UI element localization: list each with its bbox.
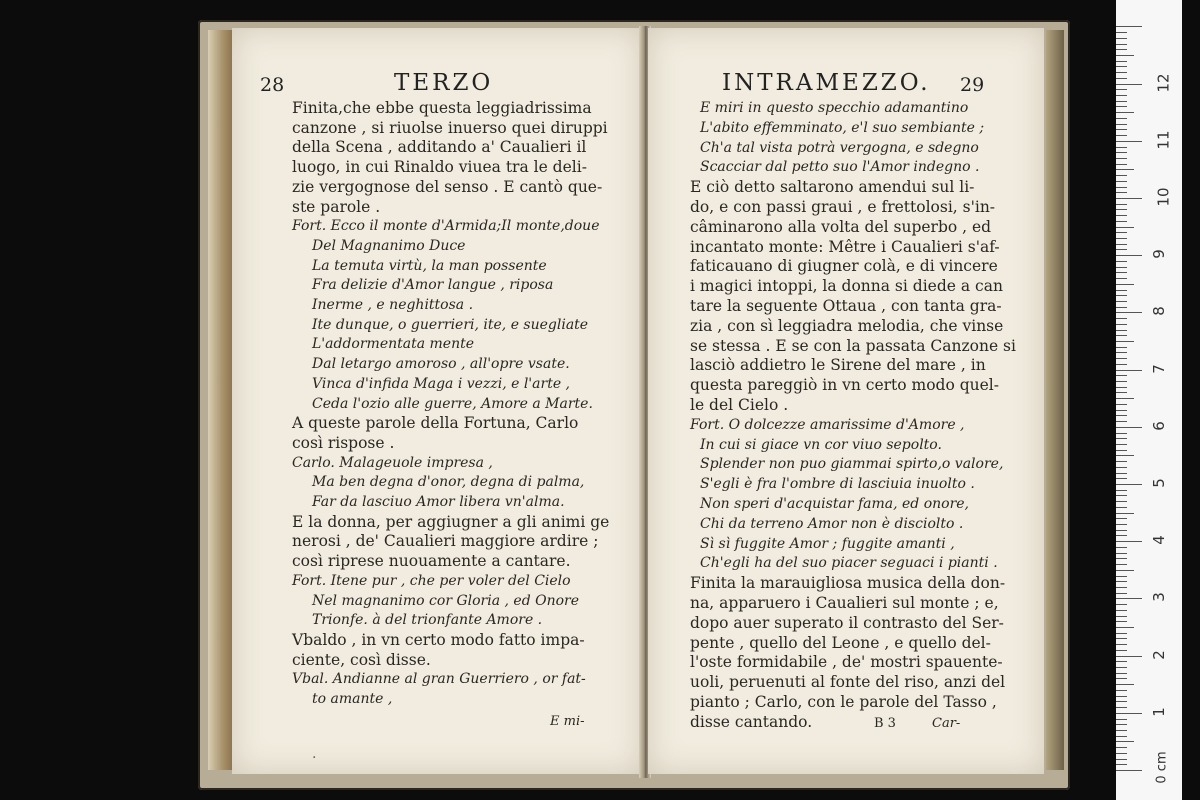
ruler-tick bbox=[1116, 307, 1127, 308]
ruler-tick bbox=[1116, 759, 1127, 760]
ruler-tick bbox=[1116, 433, 1127, 434]
text-line: Chi da terreno Amor non è disciolto . bbox=[700, 515, 964, 532]
ruler-tick bbox=[1116, 301, 1127, 302]
text-line: E miri in questo specchio adamantino bbox=[700, 100, 969, 116]
ruler-tick bbox=[1116, 404, 1127, 405]
text-line: Scacciar dal petto suo l'Amor indegno . bbox=[700, 159, 980, 176]
text-line: della Scena , additando a' Caualieri il bbox=[292, 138, 587, 157]
ruler-tick bbox=[1116, 232, 1127, 233]
ruler-tick bbox=[1116, 644, 1127, 645]
ruler-tick bbox=[1116, 741, 1134, 742]
text-line: Ch'a tal vista potrà vergogna, e sdegno bbox=[700, 139, 979, 156]
text-line: luogo, in cui Rinaldo viuea tra le deli- bbox=[292, 158, 587, 177]
text-line: nerosi , de' Caualieri maggiore ardire ; bbox=[292, 532, 599, 551]
ruler-number: 11 bbox=[1154, 130, 1173, 150]
ruler-tick bbox=[1116, 616, 1127, 617]
ruler-tick bbox=[1116, 175, 1127, 176]
ruler-tick bbox=[1116, 707, 1127, 708]
text-line: to amante , bbox=[312, 691, 393, 707]
text-line: Inerme , e neghittosa . bbox=[312, 297, 474, 313]
ruler-tick bbox=[1116, 26, 1142, 27]
text-line: S'egli è fra l'ombre di lasciuia inuolto . bbox=[700, 476, 975, 493]
ruler-tick bbox=[1116, 278, 1127, 279]
ruler-number: 6 bbox=[1149, 421, 1168, 431]
ruler-tick bbox=[1116, 204, 1127, 205]
ruler-tick bbox=[1116, 238, 1127, 239]
ruler-number: 5 bbox=[1149, 478, 1168, 488]
text-line: Carlo. Malageuole impresa , bbox=[292, 454, 493, 471]
text-line: zia , con sì leggiadra melodia, che vinse bbox=[690, 316, 1004, 335]
ruler-tick bbox=[1116, 535, 1127, 536]
text-line: canzone , si riuolse inuerso quei diruppi bbox=[292, 118, 608, 137]
ruler-tick bbox=[1116, 656, 1142, 657]
ruler-tick bbox=[1116, 701, 1127, 702]
ruler-tick bbox=[1116, 495, 1127, 496]
ruler-tick bbox=[1116, 318, 1127, 319]
ruler-tick bbox=[1116, 421, 1127, 422]
open-book bbox=[198, 20, 1070, 790]
ruler-tick bbox=[1116, 358, 1127, 359]
ruler-tick bbox=[1116, 38, 1127, 39]
ruler-tick bbox=[1116, 147, 1127, 148]
ruler-tick bbox=[1116, 392, 1127, 393]
page-block-edge bbox=[1046, 30, 1064, 770]
ruler-tick bbox=[1116, 106, 1127, 107]
ruler-tick bbox=[1116, 673, 1127, 674]
ruler-tick bbox=[1116, 621, 1127, 622]
text-line: Vbaldo , in vn certo modo fatto impa- bbox=[292, 630, 585, 649]
ruler-tick bbox=[1116, 124, 1127, 125]
ruler-tick bbox=[1116, 576, 1127, 577]
ruler-tick bbox=[1116, 78, 1127, 79]
ruler-tick bbox=[1116, 501, 1127, 502]
ruler-number: 9 bbox=[1149, 249, 1168, 259]
ink-mark: . bbox=[312, 746, 317, 762]
text-line: disse cantando. bbox=[690, 712, 813, 731]
left-page-number: 28 bbox=[260, 74, 285, 96]
ruler-tick bbox=[1116, 610, 1127, 611]
ruler-tick bbox=[1116, 227, 1134, 228]
right-catchword: Car- bbox=[932, 716, 961, 731]
ruler-tick bbox=[1116, 455, 1134, 456]
ruler-number: 12 bbox=[1154, 73, 1173, 93]
ruler-tick bbox=[1116, 667, 1127, 668]
ruler-tick bbox=[1116, 473, 1127, 474]
ruler-tick bbox=[1116, 764, 1127, 765]
text-line: Ite dunque, o guerrieri, ite, e suegliate bbox=[312, 316, 589, 333]
text-line: La temuta virtù, la man possente bbox=[312, 257, 547, 274]
text-line: l'oste formidabile , de' mostri spauente- bbox=[690, 653, 1003, 672]
text-line: Fort. Itene pur , che per voler del Cielo bbox=[292, 572, 571, 589]
text-line: dopo auer superato il contrasto del Ser- bbox=[690, 613, 1004, 632]
right-page-number: 29 bbox=[960, 74, 985, 96]
ruler-tick bbox=[1116, 604, 1127, 605]
ruler-tick bbox=[1116, 198, 1142, 199]
ruler-tick bbox=[1116, 690, 1127, 691]
left-running-header: TERZO bbox=[394, 70, 494, 96]
ruler-tick bbox=[1116, 249, 1127, 250]
ruler-tick bbox=[1116, 450, 1127, 451]
ruler-tick bbox=[1116, 164, 1127, 165]
ruler-tick bbox=[1116, 135, 1127, 136]
book-spine-edge bbox=[208, 30, 232, 770]
ruler-unit-label: 0 cm bbox=[1154, 751, 1170, 784]
ruler-tick bbox=[1116, 736, 1127, 737]
ruler-tick bbox=[1116, 484, 1142, 485]
ruler-tick bbox=[1116, 49, 1127, 50]
ruler-tick bbox=[1116, 530, 1127, 531]
text-line: i magici intoppi, la donna si diede a can bbox=[690, 277, 1003, 296]
ruler-tick bbox=[1116, 381, 1127, 382]
text-line: zie vergognose del senso . E cantò que- bbox=[292, 177, 603, 196]
left-page bbox=[232, 28, 642, 774]
ruler-tick bbox=[1116, 66, 1127, 67]
ruler-tick bbox=[1116, 461, 1127, 462]
text-line: Fort. Ecco il monte d'Armida;Il monte,doue bbox=[292, 218, 600, 235]
ruler-tick bbox=[1116, 364, 1127, 365]
text-line: Splender non puo giammai spirto,o valore, bbox=[700, 456, 1004, 473]
text-line: E la donna, per aggiugner a gli animi ge bbox=[292, 512, 610, 531]
text-line: uoli, peruenuti al fonte del riso, anzi del bbox=[690, 673, 1006, 692]
text-line: tare la seguente Ottaua , con tanta gra- bbox=[690, 297, 1002, 315]
ruler-tick bbox=[1116, 284, 1134, 285]
text-line: così riprese nuouamente a cantare. bbox=[292, 552, 571, 571]
ruler-tick bbox=[1116, 518, 1127, 519]
ruler-tick bbox=[1116, 267, 1127, 268]
ruler-tick bbox=[1116, 370, 1142, 371]
ruler-tick bbox=[1116, 558, 1127, 559]
ruler-tick bbox=[1116, 129, 1127, 130]
ruler-tick bbox=[1116, 32, 1127, 33]
ruler-tick bbox=[1116, 770, 1142, 771]
ruler-tick bbox=[1116, 467, 1127, 468]
text-line: ste parole . bbox=[292, 197, 381, 216]
text-line: Nel magnanimo cor Gloria , ed Onore bbox=[312, 592, 580, 609]
ruler-tick bbox=[1116, 330, 1127, 331]
ruler-tick bbox=[1116, 272, 1127, 273]
ruler-tick bbox=[1116, 347, 1127, 348]
text-line: Ch'egli ha del suo piacer seguaci i pianti . bbox=[700, 555, 998, 572]
ruler-tick bbox=[1116, 547, 1127, 548]
ruler-number: 7 bbox=[1149, 363, 1168, 374]
ruler-tick bbox=[1116, 541, 1142, 542]
ruler-tick bbox=[1116, 341, 1134, 342]
ruler-tick bbox=[1116, 335, 1127, 336]
ruler-tick bbox=[1116, 678, 1127, 679]
text-line: Vbal. Andianne al gran Guerriero , or fat- bbox=[292, 671, 586, 688]
ruler-tick bbox=[1116, 696, 1127, 697]
text-line: Fra delizie d'Amor langue , riposa bbox=[312, 277, 554, 294]
ruler-tick bbox=[1116, 524, 1127, 525]
ruler-tick bbox=[1116, 89, 1127, 90]
text-line: Finita la marauigliosa musica della don- bbox=[690, 574, 1006, 593]
ruler-tick bbox=[1116, 444, 1127, 445]
text-line: do, e con passi graui , e frettolosi, s'in- bbox=[690, 198, 996, 216]
text-line: câminarono alla volta del superbo , ed bbox=[690, 217, 992, 236]
ruler-tick bbox=[1116, 118, 1127, 119]
measurement-ruler bbox=[1116, 0, 1182, 800]
ruler-tick bbox=[1116, 101, 1127, 102]
ruler-tick bbox=[1116, 55, 1134, 56]
ruler-tick bbox=[1116, 375, 1127, 376]
ruler-tick bbox=[1116, 438, 1127, 439]
ruler-tick bbox=[1116, 261, 1127, 262]
ruler-tick bbox=[1116, 427, 1142, 428]
ruler-tick bbox=[1116, 564, 1127, 565]
ruler-tick bbox=[1116, 312, 1142, 313]
ruler-tick bbox=[1116, 570, 1134, 571]
ruler-tick bbox=[1116, 215, 1127, 216]
ruler-tick bbox=[1116, 95, 1127, 96]
ruler-tick bbox=[1116, 724, 1127, 725]
ruler-tick bbox=[1116, 352, 1127, 353]
ruler-tick bbox=[1116, 587, 1127, 588]
text-line: L'abito effemminato, e'l suo sembiante ; bbox=[700, 119, 985, 136]
text-line: Dal letargo amoroso , all'opre vsate. bbox=[312, 356, 570, 373]
ruler-tick bbox=[1116, 507, 1127, 508]
ruler-tick bbox=[1116, 410, 1127, 411]
ruler-tick bbox=[1116, 84, 1142, 85]
ruler-tick bbox=[1116, 415, 1127, 416]
ruler-number: 4 bbox=[1149, 535, 1168, 545]
text-line: incantato monte: Mêtre i Caualieri s'af- bbox=[690, 237, 1000, 256]
text-line: L'addormentata mente bbox=[312, 336, 474, 353]
text-line: na, apparuero i Caualieri sul monte ; e, bbox=[690, 594, 999, 612]
text-line: Ma ben degna d'onor, degna di palma, bbox=[312, 474, 585, 491]
ruler-tick bbox=[1116, 141, 1142, 142]
ruler-tick bbox=[1116, 478, 1127, 479]
ruler-tick bbox=[1116, 581, 1127, 582]
text-line: ciente, così disse. bbox=[292, 650, 431, 669]
ruler-tick bbox=[1116, 61, 1127, 62]
ruler-tick bbox=[1116, 209, 1127, 210]
text-line: Non speri d'acquistar fama, ed onore, bbox=[700, 496, 970, 512]
ruler-tick bbox=[1116, 244, 1127, 245]
ruler-tick bbox=[1116, 158, 1127, 159]
ruler-number: 10 bbox=[1154, 187, 1173, 207]
ruler-tick bbox=[1116, 398, 1134, 399]
ruler-tick bbox=[1116, 72, 1127, 73]
text-line: se stessa . E se con la passata Canzone si bbox=[690, 336, 1016, 355]
text-line: faticauano di giugner colà, e di vincere bbox=[690, 257, 998, 276]
ruler-tick bbox=[1116, 593, 1127, 594]
ruler-tick bbox=[1116, 324, 1127, 325]
text-line: lasciò addietro le Sirene del mare , in bbox=[690, 356, 986, 375]
ruler-tick bbox=[1116, 713, 1142, 714]
right-page bbox=[648, 28, 1044, 774]
ruler-tick bbox=[1116, 684, 1134, 685]
ruler-tick bbox=[1116, 387, 1127, 388]
ruler-tick bbox=[1116, 661, 1127, 662]
text-line: A queste parole della Fortuna, Carlo bbox=[292, 414, 579, 433]
ruler-tick bbox=[1116, 221, 1127, 222]
text-line: Finita,che ebbe questa leggiadrissima bbox=[292, 99, 592, 117]
text-line: In cui si giace vn cor viuo sepolto. bbox=[700, 436, 942, 453]
text-line: Sì sì fuggite Amor ; fuggite amanti , bbox=[700, 535, 955, 552]
ruler-tick bbox=[1116, 255, 1142, 256]
text-line: questa pareggiò in vn certo modo quel- bbox=[690, 376, 1000, 395]
text-line: così rispose . bbox=[292, 433, 395, 452]
text-line: E ciò detto saltarono amendui sul li- bbox=[690, 178, 975, 197]
ruler-number: 2 bbox=[1149, 649, 1168, 660]
ruler-tick bbox=[1116, 650, 1127, 651]
text-line: Vinca d'infida Maga i vezzi, e l'arte , bbox=[312, 375, 571, 392]
text-line: pianto ; Carlo, con le parole del Tasso , bbox=[690, 693, 997, 711]
text-line: Ceda l'ozio alle guerre, Amore a Marte. bbox=[312, 395, 593, 412]
text-line: Trionfe. à del trionfante Amore . bbox=[312, 612, 543, 629]
right-running-header: INTRAMEZZO. bbox=[722, 70, 931, 96]
ruler-tick bbox=[1116, 598, 1142, 599]
left-catchword: E mi- bbox=[550, 714, 585, 729]
signature-mark: B 3 bbox=[874, 716, 896, 731]
ruler-tick bbox=[1116, 490, 1127, 491]
ruler-tick bbox=[1116, 295, 1127, 296]
ruler-tick bbox=[1116, 181, 1127, 182]
ruler-number: 3 bbox=[1149, 592, 1168, 603]
ruler-number: 8 bbox=[1149, 306, 1168, 317]
text-line: Del Magnanimo Duce bbox=[312, 237, 466, 254]
ruler-tick bbox=[1116, 290, 1127, 291]
ruler-tick bbox=[1116, 638, 1127, 639]
ruler-number: 1 bbox=[1149, 707, 1168, 717]
ruler-tick bbox=[1116, 169, 1134, 170]
ruler-tick bbox=[1116, 192, 1127, 193]
ruler-tick bbox=[1116, 627, 1134, 628]
text-line: Far da lasciuo Amor libera vn'alma. bbox=[312, 494, 565, 510]
ruler-tick bbox=[1116, 719, 1127, 720]
text-line: pente , quello del Leone , e quello del- bbox=[690, 633, 991, 652]
ruler-tick bbox=[1116, 747, 1127, 748]
ruler-tick bbox=[1116, 152, 1127, 153]
text-line: Fort. O dolcezze amarissime d'Amore , bbox=[690, 416, 965, 433]
ruler-tick bbox=[1116, 553, 1127, 554]
ruler-tick bbox=[1116, 513, 1134, 514]
ruler-tick bbox=[1116, 112, 1134, 113]
ruler-tick bbox=[1116, 753, 1127, 754]
text-line: le del Cielo . bbox=[690, 396, 789, 414]
ruler-tick bbox=[1116, 44, 1127, 45]
ruler-tick bbox=[1116, 187, 1127, 188]
ruler-tick bbox=[1116, 633, 1127, 634]
ruler-tick bbox=[1116, 730, 1127, 731]
